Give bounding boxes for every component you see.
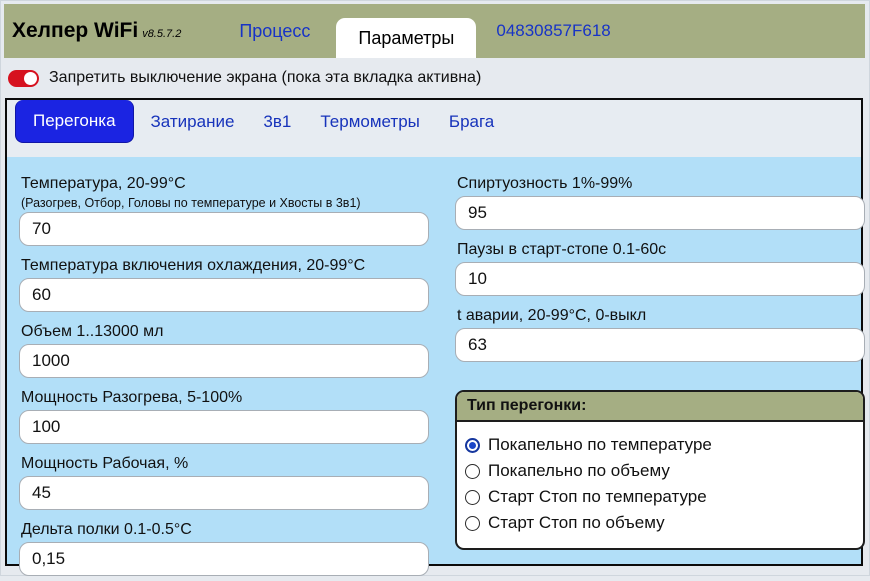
distill-type-options (457, 422, 863, 548)
radio-startstop-by-temperature[interactable] (465, 487, 853, 507)
app-title: Хелпер WiFi (12, 19, 139, 42)
volume-input[interactable] (19, 344, 429, 378)
tab-braga[interactable]: Брага (448, 112, 495, 131)
heating-power-label: Мощность Разогрева, 5-100% (21, 389, 243, 406)
tab-3v1[interactable]: 3в1 (263, 112, 292, 131)
device-id-link[interactable]: 04830857F618 (496, 21, 611, 40)
radio-drip-by-temperature[interactable] (465, 435, 853, 455)
temperature-note: (Разогрев, Отбор, Головы по температуре и Хвосты в 3в1) (21, 196, 361, 210)
startstop-pause-label: Паузы в старт-стопе 0.1-60с (457, 241, 667, 258)
left-column (19, 169, 429, 581)
radio-label: Покапельно по температуре (488, 435, 712, 454)
radio-label: Старт Стоп по объему (488, 513, 665, 532)
heating-power-input[interactable] (19, 410, 429, 444)
radio-label: Старт Стоп по температуре (488, 487, 707, 506)
screen-lock-label: Запретить выключение экрана (пока эта вкладка активна) (49, 69, 482, 86)
tab-zatiranie[interactable]: Затирание (150, 112, 235, 131)
radio-unchecked-icon[interactable] (465, 490, 480, 505)
right-column (455, 169, 865, 581)
app-header (4, 4, 865, 58)
temperature-label: Температура, 20-99°C (21, 175, 186, 192)
alarm-temp-label: t аварии, 20-99°C, 0-выкл (457, 307, 647, 324)
shelf-delta-input[interactable] (19, 542, 429, 576)
tab-termometry[interactable]: Термометры (320, 112, 420, 131)
radio-label: Покапельно по объему (488, 461, 670, 480)
cooling-temp-label: Температура включения охлаждения, 20-99°C (21, 257, 366, 274)
cooling-temp-input[interactable] (19, 278, 429, 312)
working-power-input[interactable] (19, 476, 429, 510)
panel-tabstrip (7, 100, 861, 157)
distill-type-title: Тип перегонки: (457, 392, 863, 422)
parameters-panel (5, 98, 863, 566)
app-version: v8.5.7.2 (142, 28, 182, 40)
tab-process[interactable]: Процесс (239, 20, 311, 41)
radio-unchecked-icon[interactable] (465, 464, 480, 479)
screen-lock-row (1, 58, 869, 98)
panel-content (7, 157, 861, 581)
distill-type-groupbox (455, 390, 865, 550)
radio-unchecked-icon[interactable] (465, 516, 480, 531)
radio-checked-icon[interactable] (465, 438, 480, 453)
startstop-pause-input[interactable] (455, 262, 865, 296)
radio-startstop-by-volume[interactable] (465, 513, 853, 533)
temperature-input[interactable] (19, 212, 429, 246)
app-brand (12, 19, 181, 43)
screen-lock-toggle[interactable] (8, 70, 39, 87)
alcohol-strength-input[interactable] (455, 196, 865, 230)
alcohol-strength-label: Спиртуозность 1%-99% (457, 175, 633, 192)
alarm-temp-input[interactable] (455, 328, 865, 362)
tab-parameters[interactable]: Параметры (336, 18, 476, 58)
tab-peregonka[interactable]: Перегонка (15, 100, 134, 143)
toggle-knob-icon (24, 72, 37, 85)
working-power-label: Мощность Рабочая, % (21, 455, 189, 472)
shelf-delta-label: Дельта полки 0.1-0.5°C (21, 521, 192, 538)
radio-drip-by-volume[interactable] (465, 461, 853, 481)
volume-label: Объем 1..13000 мл (21, 323, 164, 340)
